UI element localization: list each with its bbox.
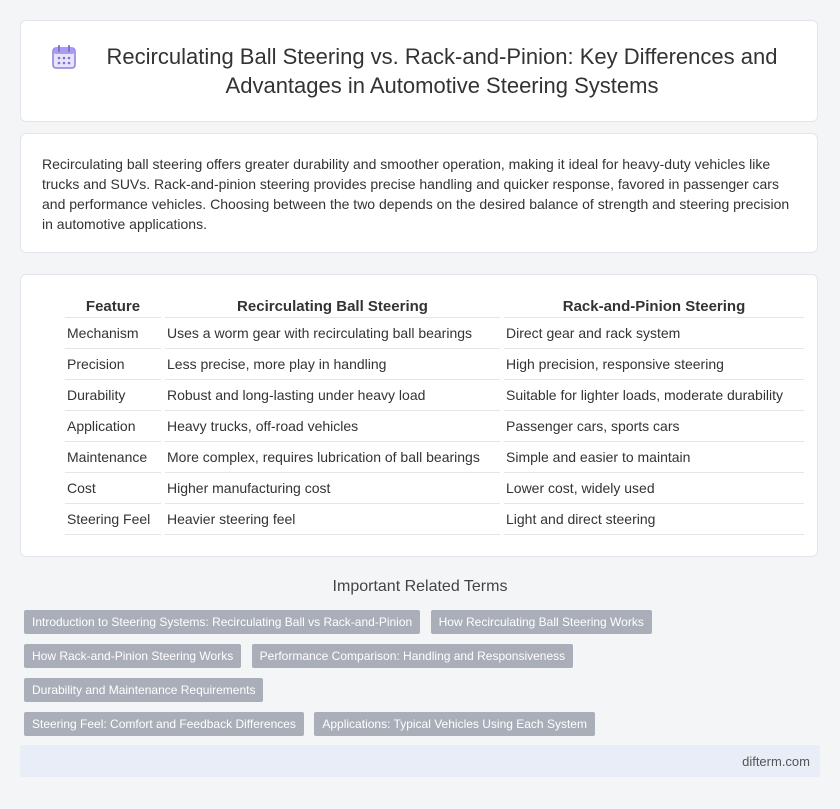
table-cell-rack: Suitable for lighter loads, moderate durability — [504, 380, 804, 411]
table-cell-recirculating: Heavier steering feel — [165, 504, 500, 535]
comparison-table-card — [20, 274, 818, 557]
table-cell-feature: Steering Feel — [65, 504, 161, 535]
footer-site-link[interactable]: difterm.com — [742, 754, 810, 769]
footer — [20, 745, 820, 777]
table-row — [65, 318, 804, 349]
table-row — [65, 349, 804, 380]
page-title: Recirculating Ball Steering vs. Rack-and-Pinion: Key Differences and Advantages in Automotive Steering Systems — [106, 44, 778, 98]
table-cell-feature: Precision — [65, 349, 161, 380]
header-recirculating-ball: Recirculating Ball Steering — [165, 293, 500, 318]
table-cell-feature: Maintenance — [65, 442, 161, 473]
table-cell-rack: High precision, responsive steering — [504, 349, 804, 380]
table-header-row — [65, 293, 804, 318]
table-row — [65, 380, 804, 411]
comparison-table — [61, 293, 808, 535]
table-cell-recirculating: Heavy trucks, off-road vehicles — [165, 411, 500, 442]
title-card — [20, 20, 818, 122]
table-row — [65, 504, 804, 535]
header-feature: Feature — [65, 293, 161, 318]
table-cell-rack: Lower cost, widely used — [504, 473, 804, 504]
table-cell-feature: Mechanism — [65, 318, 161, 349]
header-rack-and-pinion: Rack-and-Pinion Steering — [504, 293, 804, 318]
related-term-tag[interactable]: How Rack-and-Pinion Steering Works — [24, 644, 241, 668]
related-term-tag[interactable]: How Recirculating Ball Steering Works — [431, 610, 652, 634]
summary-text: Recirculating ball steering offers greater durability and smoother operation, making it ideal for heavy-duty vehicles like trucks and SUVs. Rack-and-pinion steering provides precise handling and quicker response, favored in passenger cars and performance vehicles. Choosing between the two depends on the desired balance of strength and steering precision in automotive applications. — [42, 156, 790, 232]
related-term-tag[interactable]: Performance Comparison: Handling and Responsiveness — [252, 644, 574, 668]
table-cell-rack: Light and direct steering — [504, 504, 804, 535]
table-cell-recirculating: Higher manufacturing cost — [165, 473, 500, 504]
table-cell-feature: Cost — [65, 473, 161, 504]
table-cell-rack: Simple and easier to maintain — [504, 442, 804, 473]
table-row — [65, 411, 804, 442]
table-cell-feature: Application — [65, 411, 161, 442]
table-cell-recirculating: Uses a worm gear with recirculating ball bearings — [165, 318, 500, 349]
related-term-tag[interactable]: Durability and Maintenance Requirements — [24, 678, 263, 702]
table-cell-rack: Direct gear and rack system — [504, 318, 804, 349]
related-term-tag[interactable]: Introduction to Steering Systems: Recirculating Ball vs Rack-and-Pinion — [24, 610, 420, 634]
related-term-tag[interactable]: Applications: Typical Vehicles Using Each System — [314, 712, 595, 736]
related-term-tag[interactable]: Steering Feel: Comfort and Feedback Differences — [24, 712, 304, 736]
related-terms-title: Important Related Terms — [332, 578, 508, 595]
table-row — [65, 473, 804, 504]
table-cell-recirculating: More complex, requires lubrication of ball bearings — [165, 442, 500, 473]
table-row — [65, 442, 804, 473]
table-cell-feature: Durability — [65, 380, 161, 411]
table-cell-recirculating: Robust and long-lasting under heavy load — [165, 380, 500, 411]
table-cell-rack: Passenger cars, sports cars — [504, 411, 804, 442]
table-cell-recirculating: Less precise, more play in handling — [165, 349, 500, 380]
summary-card — [20, 133, 818, 253]
calendar-icon — [51, 44, 77, 70]
